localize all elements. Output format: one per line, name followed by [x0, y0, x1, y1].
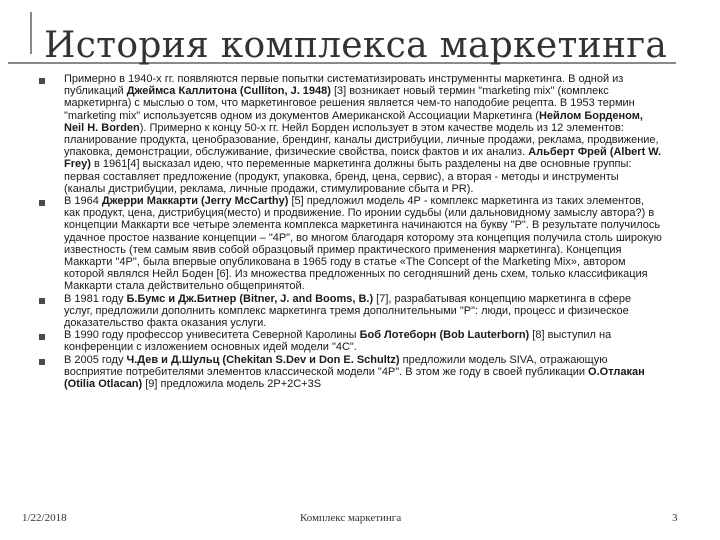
bullet-text: В 1964 Джерри Маккарти (Jerry McCarthy) [5] предложил модель 4Р - комплекс маркетинга из таких элементов, как продукт, цена, дистрибуция(место) и продвижение. По иронии судьбы (или дальновидному замыслу автора?) в концепции Маккарти все четыре элемента комплекса маркетинга начинаются на букву "Р". В результате получилось удачное простое название концепции – "4Р", во многом благодаря которому эта концепция получила столь широкую известность (тем самым явив собой образцовый пример практического применения маркетинга). Концепция Маккарти "4Р", была впервые опубликована в 1965 году в статье «The Concept of the Marketing Mix», автором которой являлся Нейл Боден [6]. Из множества предложенных по сегодняшний день схем, только классификация Маккарти стала действительно общепринятой.	[64, 195, 662, 293]
square-bullet-icon	[39, 78, 45, 84]
bullet-item	[36, 354, 684, 391]
bullet-text: В 2005 году Ч.Дев и Д.Шульц (Chekitan S.Dev и Don E. Schultz) предложили модель SIVA, отражающую восприятие потребителями элементов классической модели "4Р". В этом же году в своей публикации О.Отлакан (Otilia Otlacan) [9] предложила модель 2Р+2С+3S	[64, 353, 645, 391]
footer-title: Комплекс маркетинга	[300, 512, 402, 524]
footer-date: 1/22/2018	[22, 512, 67, 524]
title-accent-vertical-line	[30, 12, 32, 54]
square-bullet-icon	[39, 359, 45, 365]
bullet-list	[36, 73, 684, 390]
square-bullet-icon	[39, 334, 45, 340]
bullet-text: В 1981 году Б.Бумс и Дж.Битнер (Bitner, J. and Booms, B.) [7], разрабатывая концепцию маркетинга в сфере услуг, предложили дополнить комплекс маркетинга тремя дополнительными "Р": люди, процесс и физическое доказательство факта оказания услуги.	[64, 292, 632, 330]
slide-title: История комплекса маркетинга	[44, 25, 668, 66]
bullet-text: Примерно в 1940-х гг. появляются первые попытки систематизировать инструменнты маркетинга. В одной из публикаций Джеймса Каллитона (Culliton, J. 1948) [3] возникает новый термин "marketing mix" (комплекс маркетирнга) с мыслью о том, что маркетинговое решения является чем-то наподобие рецепта. В 1953 термин "marketing mix" используетсяв одном из документов Американской Ассоциации Маркетинга (Нейлом Борденом, Neil H. Borden). Примерно к концу 50-х гг. Нейл Борден использует в этом качестве модель из 12 элементов: планирование продукта, ценобразование, брендинг, каналы дистрибуции, личные продажи, реклама, продвижение, упаковка, демонстрации, обслуживание, физические свойства, поиск фактов и их анализ. Альберт Фрей (Albert W. Frey) в 1961[4] высказал идею, что переменные маркетинга должны быть разделены на две основные группы: первая составляет предложение (продукт, упаковка, бренд, цена, сервис), а вторая - методы и инструменты (каналы дистрибуции, реклама, личные продажи, стимулирование сбыта и PR).	[64, 73, 662, 195]
bullet-item	[36, 73, 684, 195]
bullet-item	[36, 293, 684, 330]
bullet-item	[36, 195, 684, 293]
square-bullet-icon	[39, 200, 45, 206]
page-number: 3	[672, 512, 678, 524]
bullet-text: В 1990 году профессор унивеситета Северной Каролины Боб Лотеборн (Bob Lauterborn) [8] выступил на конференции с изложением основных идей модели "4С".	[64, 329, 612, 354]
bullet-item	[36, 329, 684, 353]
square-bullet-icon	[39, 298, 45, 304]
